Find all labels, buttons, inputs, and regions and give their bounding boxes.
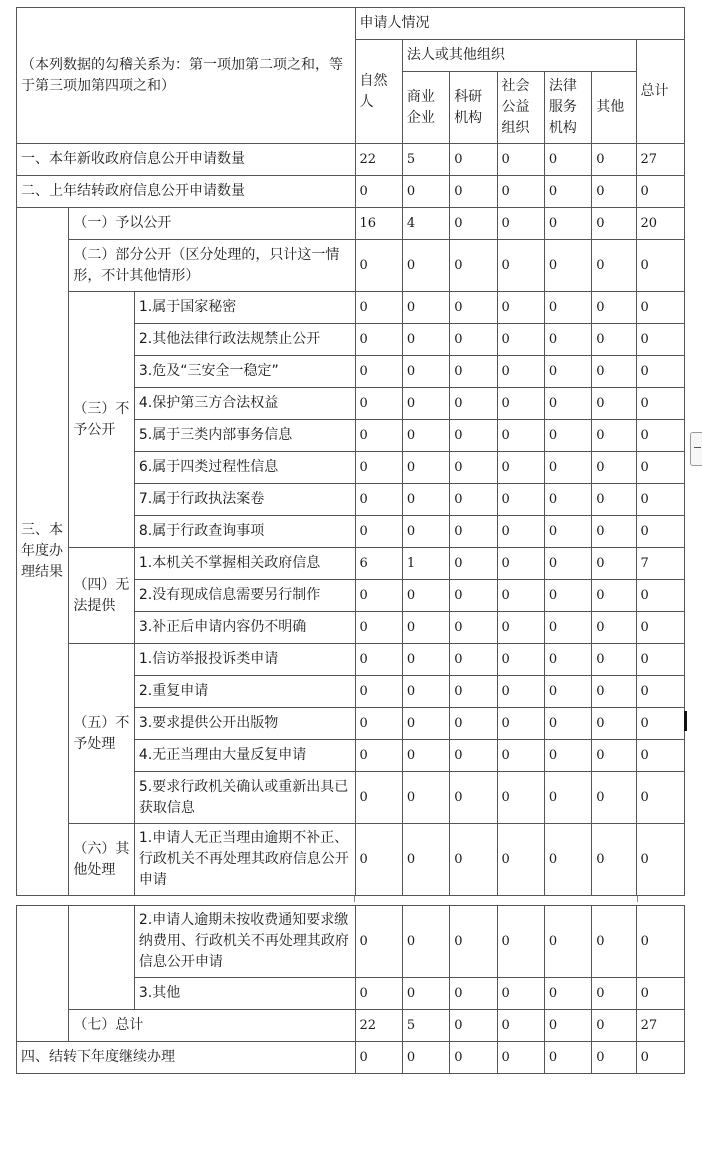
value-cell: 0	[355, 772, 402, 824]
value-cell: 0	[592, 324, 636, 356]
value-cell: 0	[355, 484, 402, 516]
value-cell: 0	[450, 772, 497, 824]
value-cell: 0	[355, 516, 402, 548]
value-cell: 0	[544, 208, 591, 240]
value-cell: 0	[497, 740, 544, 772]
item-label: 5.属于三类内部事务信息	[134, 420, 355, 452]
value-cell: 0	[450, 1010, 497, 1042]
table-row	[17, 8, 685, 40]
value-cell: 0	[355, 978, 402, 1010]
value-cell: 0	[402, 356, 449, 388]
value-cell: 0	[636, 580, 684, 612]
value-cell: 0	[636, 644, 684, 676]
group-label: （五）不予处理	[69, 644, 134, 824]
value-cell: 0	[592, 1042, 636, 1074]
row-label: 二、上年结转政府信息公开申请数量	[17, 176, 356, 208]
section3-label: 三、本年度办理结果	[17, 208, 69, 896]
item-label: 4.无正当理由大量反复申请	[134, 740, 355, 772]
value-cell: 0	[544, 1042, 591, 1074]
item-label: 6.属于四类过程性信息	[134, 452, 355, 484]
value-cell: 0	[544, 176, 591, 208]
value-cell: 0	[592, 676, 636, 708]
value-cell: 0	[592, 906, 636, 978]
value-cell: 6	[355, 548, 402, 580]
item-label: 4.保护第三方合法权益	[134, 388, 355, 420]
value-cell: 0	[355, 644, 402, 676]
value-cell: 0	[402, 1042, 449, 1074]
value-cell: 0	[592, 548, 636, 580]
item-label: 1.申请人无正当理由逾期不补正、行政机关不再处理其政府信息公开申请	[134, 824, 355, 896]
value-cell: 0	[544, 388, 591, 420]
value-cell: 0	[402, 580, 449, 612]
value-cell: 0	[450, 978, 497, 1010]
value-cell: 0	[544, 484, 591, 516]
value-cell: 0	[402, 906, 449, 978]
value-cell: 0	[450, 580, 497, 612]
value-cell: 0	[450, 452, 497, 484]
header-applicant-situation: 申请人情况	[355, 8, 685, 40]
group-continued	[69, 906, 134, 1010]
value-cell: 0	[450, 388, 497, 420]
value-cell: 0	[355, 580, 402, 612]
side-collapse-handle[interactable]	[690, 432, 702, 466]
value-cell: 0	[497, 1010, 544, 1042]
value-cell: 0	[592, 484, 636, 516]
table-row	[17, 1010, 685, 1042]
value-cell: 0	[636, 772, 684, 824]
value-cell: 0	[497, 612, 544, 644]
value-cell: 0	[544, 356, 591, 388]
value-cell: 0	[544, 612, 591, 644]
value-cell: 0	[497, 452, 544, 484]
value-cell: 0	[592, 388, 636, 420]
value-cell: 0	[636, 452, 684, 484]
value-cell: 0	[497, 906, 544, 978]
value-cell: 0	[450, 548, 497, 580]
item-label: 2.申请人逾期未按收费通知要求缴纳费用、行政机关不再处理其政府信息公开申请	[134, 906, 355, 978]
value-cell: 0	[497, 240, 544, 292]
value-cell: 0	[544, 516, 591, 548]
table-row	[17, 906, 685, 978]
item-label: 1.信访举报投诉类申请	[134, 644, 355, 676]
value-cell: 0	[450, 240, 497, 292]
value-cell: 0	[497, 292, 544, 324]
value-cell: 0	[544, 772, 591, 824]
value-cell: 0	[592, 516, 636, 548]
value-cell: 0	[544, 324, 591, 356]
table-row	[17, 176, 685, 208]
value-cell: 5	[402, 1010, 449, 1042]
header-research: 科研机构	[450, 72, 497, 144]
value-cell: 0	[355, 176, 402, 208]
value-cell: 0	[450, 644, 497, 676]
value-cell: 0	[544, 452, 591, 484]
item-label: 3.其他	[134, 978, 355, 1010]
value-cell: 0	[636, 740, 684, 772]
value-cell: 0	[497, 708, 544, 740]
item-label: 2.重复申请	[134, 676, 355, 708]
value-cell: 0	[592, 176, 636, 208]
value-cell: 0	[592, 740, 636, 772]
value-cell: 0	[636, 612, 684, 644]
table-row	[17, 548, 685, 580]
value-cell: 0	[592, 772, 636, 824]
value-cell: 0	[544, 644, 591, 676]
page-break-tick	[637, 896, 638, 902]
value-cell: 0	[636, 292, 684, 324]
value-cell: 0	[497, 208, 544, 240]
value-cell: 0	[544, 580, 591, 612]
header-legal-service: 法律服务机构	[544, 72, 591, 144]
value-cell: 0	[355, 676, 402, 708]
row-label: 四、结转下年度继续办理	[17, 1042, 356, 1074]
value-cell: 0	[636, 516, 684, 548]
group-label: （三）不予公开	[69, 292, 134, 548]
table-row	[17, 824, 685, 896]
value-cell: 0	[402, 292, 449, 324]
value-cell: 0	[355, 1042, 402, 1074]
value-cell: 0	[592, 452, 636, 484]
value-cell: 0	[497, 324, 544, 356]
value-cell: 0	[402, 324, 449, 356]
value-cell: 0	[450, 516, 497, 548]
header-legal-person-group: 法人或其他组织	[402, 40, 636, 72]
value-cell: 0	[636, 324, 684, 356]
table-row	[17, 292, 685, 324]
value-cell: 1	[402, 548, 449, 580]
item-label: 1.属于国家秘密	[134, 292, 355, 324]
value-cell: 0	[402, 708, 449, 740]
disclosure-table-part1	[16, 7, 685, 896]
value-cell: 0	[544, 1010, 591, 1042]
item-label: 3.要求提供公开出版物	[134, 708, 355, 740]
value-cell: 0	[497, 420, 544, 452]
value-cell: 0	[592, 144, 636, 176]
item-label: 5.要求行政机关确认或重新出具已获取信息	[134, 772, 355, 824]
row-label: （二）部分公开（区分处理的，只计这一情形，不计其他情形）	[69, 240, 355, 292]
value-cell: 22	[355, 1010, 402, 1042]
value-cell: 0	[497, 824, 544, 896]
header-note: （本列数据的勾稽关系为：第一项加第二项之和，等于第三项加第四项之和）	[17, 8, 356, 144]
value-cell: 0	[592, 208, 636, 240]
value-cell: 0	[355, 740, 402, 772]
table-row	[17, 1042, 685, 1074]
group-label: （四）无法提供	[69, 548, 134, 644]
value-cell: 0	[544, 824, 591, 896]
value-cell: 0	[450, 906, 497, 978]
value-cell: 0	[402, 740, 449, 772]
value-cell: 0	[592, 644, 636, 676]
value-cell: 0	[355, 708, 402, 740]
header-commercial: 商业企业	[402, 72, 449, 144]
value-cell: 0	[544, 676, 591, 708]
value-cell: 0	[497, 144, 544, 176]
value-cell: 0	[402, 176, 449, 208]
disclosure-table-part2	[16, 905, 685, 1074]
value-cell: 0	[450, 740, 497, 772]
value-cell: 0	[450, 824, 497, 896]
value-cell: 0	[402, 240, 449, 292]
value-cell: 0	[497, 548, 544, 580]
value-cell: 0	[402, 772, 449, 824]
value-cell: 0	[450, 324, 497, 356]
table-row	[17, 144, 685, 176]
value-cell: 0	[636, 1042, 684, 1074]
value-cell: 0	[592, 708, 636, 740]
value-cell: 0	[402, 516, 449, 548]
value-cell: 0	[544, 740, 591, 772]
value-cell: 0	[636, 176, 684, 208]
row-label: （一）予以公开	[69, 208, 355, 240]
value-cell: 0	[544, 240, 591, 292]
value-cell: 0	[592, 580, 636, 612]
value-cell: 5	[402, 144, 449, 176]
value-cell: 0	[497, 176, 544, 208]
value-cell: 0	[497, 978, 544, 1010]
header-other: 其他	[592, 72, 636, 144]
value-cell: 0	[402, 978, 449, 1010]
value-cell: 27	[636, 1010, 684, 1042]
value-cell: 0	[544, 708, 591, 740]
value-cell: 0	[636, 240, 684, 292]
value-cell: 7	[636, 548, 684, 580]
value-cell: 0	[497, 772, 544, 824]
value-cell: 0	[497, 644, 544, 676]
value-cell: 0	[497, 484, 544, 516]
item-label: 1.本机关不掌握相关政府信息	[134, 548, 355, 580]
value-cell: 0	[497, 388, 544, 420]
value-cell: 0	[355, 612, 402, 644]
value-cell: 0	[402, 824, 449, 896]
value-cell: 0	[450, 676, 497, 708]
value-cell: 0	[544, 144, 591, 176]
value-cell: 0	[636, 484, 684, 516]
value-cell: 0	[636, 978, 684, 1010]
value-cell: 0	[592, 1010, 636, 1042]
value-cell: 4	[402, 208, 449, 240]
value-cell: 0	[402, 388, 449, 420]
value-cell: 0	[636, 420, 684, 452]
value-cell: 0	[355, 824, 402, 896]
value-cell: 0	[402, 484, 449, 516]
value-cell: 0	[636, 388, 684, 420]
value-cell: 0	[497, 516, 544, 548]
value-cell: 0	[636, 356, 684, 388]
value-cell: 0	[355, 356, 402, 388]
value-cell: 0	[450, 708, 497, 740]
item-label: 3.危及“三安全一稳定”	[134, 356, 355, 388]
value-cell: 0	[592, 978, 636, 1010]
value-cell: 0	[497, 580, 544, 612]
value-cell: 0	[450, 484, 497, 516]
value-cell: 16	[355, 208, 402, 240]
value-cell: 0	[544, 420, 591, 452]
value-cell: 0	[450, 612, 497, 644]
value-cell: 0	[497, 1042, 544, 1074]
value-cell: 0	[636, 708, 684, 740]
value-cell: 0	[592, 240, 636, 292]
header-social-welfare: 社会公益组织	[497, 72, 544, 144]
value-cell: 0	[544, 548, 591, 580]
page-break	[16, 894, 685, 904]
row-label: （七）总计	[69, 1010, 355, 1042]
table-row	[17, 240, 685, 292]
value-cell: 0	[402, 420, 449, 452]
table-row	[17, 644, 685, 676]
value-cell: 0	[355, 324, 402, 356]
value-cell: 0	[592, 292, 636, 324]
value-cell: 0	[636, 906, 684, 978]
value-cell: 0	[355, 292, 402, 324]
value-cell: 0	[497, 676, 544, 708]
value-cell: 0	[592, 612, 636, 644]
value-cell: 0	[402, 612, 449, 644]
item-label: 3.补正后申请内容仍不明确	[134, 612, 355, 644]
value-cell: 0	[592, 824, 636, 896]
section3-continued	[17, 906, 69, 1042]
value-cell: 20	[636, 208, 684, 240]
value-cell: 27	[636, 144, 684, 176]
value-cell: 0	[355, 420, 402, 452]
value-cell: 0	[450, 208, 497, 240]
item-label: 2.其他法律行政法规禁止公开	[134, 324, 355, 356]
value-cell: 0	[355, 906, 402, 978]
value-cell: 0	[355, 240, 402, 292]
value-cell: 0	[402, 644, 449, 676]
value-cell: 0	[402, 676, 449, 708]
value-cell: 0	[450, 176, 497, 208]
value-cell: 0	[402, 452, 449, 484]
header-natural-person: 自然人	[355, 40, 402, 144]
item-label: 7.属于行政执法案卷	[134, 484, 355, 516]
value-cell: 0	[450, 420, 497, 452]
value-cell: 0	[355, 388, 402, 420]
row-label: 一、本年新收政府信息公开申请数量	[17, 144, 356, 176]
edge-marker	[684, 711, 687, 731]
value-cell: 0	[450, 144, 497, 176]
value-cell: 0	[544, 978, 591, 1010]
value-cell: 0	[592, 356, 636, 388]
item-label: 2.没有现成信息需要另行制作	[134, 580, 355, 612]
header-total: 总计	[636, 40, 684, 144]
value-cell: 0	[592, 420, 636, 452]
group-label: （六）其他处理	[69, 824, 134, 896]
value-cell: 0	[636, 676, 684, 708]
table-row	[17, 208, 685, 240]
value-cell: 0	[450, 356, 497, 388]
page-break-tick	[354, 896, 355, 902]
item-label: 8.属于行政查询事项	[134, 516, 355, 548]
value-cell: 22	[355, 144, 402, 176]
value-cell: 0	[450, 1042, 497, 1074]
value-cell: 0	[450, 292, 497, 324]
value-cell: 0	[497, 356, 544, 388]
value-cell: 0	[355, 452, 402, 484]
value-cell: 0	[544, 292, 591, 324]
value-cell: 0	[636, 824, 684, 896]
value-cell: 0	[544, 906, 591, 978]
